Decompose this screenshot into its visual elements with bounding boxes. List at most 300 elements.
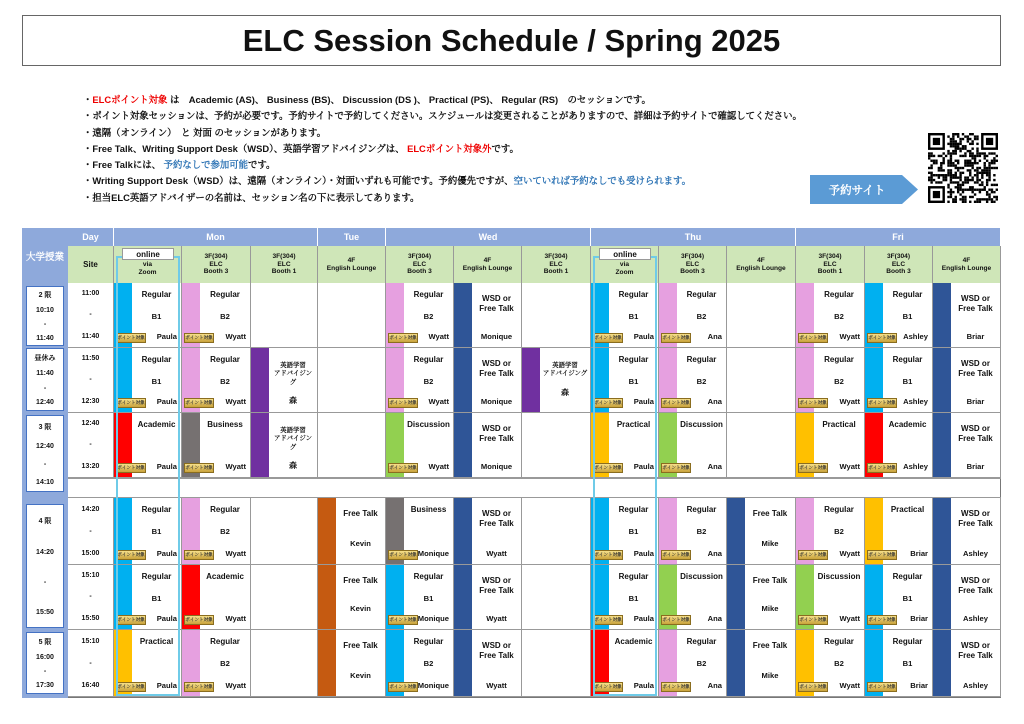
advising-block xyxy=(542,362,588,398)
session-cell[interactable] xyxy=(659,348,727,413)
advisor-name: Wyatt xyxy=(839,462,860,471)
note-text: ・ xyxy=(83,94,93,105)
site-header xyxy=(182,246,251,283)
point-badge-icon: ポイント対象 xyxy=(184,550,214,560)
advisor-name: Wyatt xyxy=(428,397,449,406)
session-name: WSD or Free Talk xyxy=(479,424,514,443)
site-line: ELC xyxy=(549,260,563,268)
session-cell[interactable] xyxy=(454,630,522,697)
point-badge-icon: ポイント対象 xyxy=(116,463,146,473)
session-cell xyxy=(522,630,591,697)
session-cell[interactable] xyxy=(251,413,318,478)
period-text: 16:00 xyxy=(36,653,54,661)
advisor-name: Paula xyxy=(633,332,654,341)
point-badge-icon: ポイント対象 xyxy=(798,615,828,625)
period-text: 14:20 xyxy=(36,549,54,557)
session-cell[interactable] xyxy=(454,413,522,478)
advisor-name: Paula xyxy=(156,681,177,690)
session-name: WSD or Free Talk xyxy=(958,509,993,528)
session-cell[interactable] xyxy=(865,565,933,630)
advisor-name: Kevin xyxy=(350,604,371,613)
advisor-name: Monique xyxy=(417,681,449,690)
session-level: B2 xyxy=(220,659,230,668)
period-text: 15:50 xyxy=(36,608,54,616)
time-cell xyxy=(68,498,114,565)
session-name: Regular xyxy=(618,505,649,514)
advising-symbol: 森 xyxy=(561,387,569,397)
period-box xyxy=(26,286,64,346)
period-text: 12:40 xyxy=(36,399,54,407)
advisor-name: Ana xyxy=(707,614,722,623)
session-name: WSD or Free Talk xyxy=(479,576,514,595)
site-line: English Lounge xyxy=(326,264,377,272)
site-line: 4F xyxy=(757,256,765,264)
site-line: 3F(304) xyxy=(680,252,705,260)
point-badge-icon: ポイント対象 xyxy=(184,333,214,343)
session-cell[interactable] xyxy=(454,565,522,630)
session-color-bar xyxy=(318,565,336,629)
time-text: - xyxy=(89,659,92,667)
session-level: B1 xyxy=(151,377,162,386)
advisor-name: Briar xyxy=(910,681,928,690)
site-header xyxy=(727,246,796,283)
note-line xyxy=(83,108,853,124)
corner-label: 大学授業 xyxy=(25,251,64,263)
advisor-name: Paula xyxy=(633,549,654,558)
session-cell[interactable] xyxy=(182,498,251,565)
point-badge-icon: ポイント対象 xyxy=(661,615,691,625)
time-text: 14:20 xyxy=(81,505,100,513)
session-cell[interactable] xyxy=(591,348,659,413)
advisor-name: Wyatt xyxy=(839,549,860,558)
advisor-name: Monique xyxy=(480,332,513,341)
session-name: WSD or Free Talk xyxy=(958,641,993,660)
site-line: ELC xyxy=(412,260,427,268)
session-level: B1 xyxy=(628,527,639,536)
session-color-bar xyxy=(727,630,745,696)
time-text: - xyxy=(89,376,92,384)
period-text: 10:10 xyxy=(36,307,54,315)
point-badge-icon: ポイント対象 xyxy=(593,398,623,408)
period-text: 11:40 xyxy=(36,334,54,342)
site-header xyxy=(454,246,522,283)
session-name: Regular xyxy=(141,572,172,581)
advisor-name: Paula xyxy=(633,397,654,406)
session-name: Discussion xyxy=(680,420,723,429)
session-cell xyxy=(318,413,386,478)
session-cell[interactable] xyxy=(865,413,933,478)
session-cell[interactable] xyxy=(182,413,251,478)
session-name: Practical xyxy=(890,505,925,514)
advisor-name: Wyatt xyxy=(839,681,860,690)
site-line: 4F xyxy=(483,256,492,264)
session-cell[interactable] xyxy=(386,413,454,478)
session-cell[interactable] xyxy=(318,565,386,630)
session-level: B2 xyxy=(220,312,230,321)
advisor-name: Mike xyxy=(761,539,779,548)
session-level: B1 xyxy=(151,527,162,536)
session-level: B2 xyxy=(423,312,434,321)
online-text: online xyxy=(613,249,637,259)
session-cell[interactable] xyxy=(796,283,865,348)
advisor-name: Paula xyxy=(633,462,654,471)
advisor-name: Briar xyxy=(966,462,985,471)
advisor-name: Monique xyxy=(417,614,449,623)
point-badge-icon: ポイント対象 xyxy=(116,398,146,408)
session-name: Free Talk xyxy=(343,641,378,650)
session-cell[interactable] xyxy=(591,413,659,478)
session-name: Business xyxy=(410,505,447,514)
session-name: Discussion xyxy=(407,420,450,429)
session-cell[interactable] xyxy=(933,630,1001,697)
session-cell[interactable] xyxy=(182,565,251,630)
period-text: - xyxy=(43,578,47,586)
session-cell[interactable] xyxy=(591,630,659,697)
day-name: Mon xyxy=(206,232,225,242)
session-cell[interactable] xyxy=(386,348,454,413)
time-text: - xyxy=(89,441,92,449)
session-name: Free Talk xyxy=(343,509,378,518)
time-text: 15:50 xyxy=(81,614,100,622)
point-badge-icon: ポイント対象 xyxy=(184,615,214,625)
session-cell[interactable] xyxy=(659,498,727,565)
session-cell[interactable] xyxy=(182,348,251,413)
session-name: Regular xyxy=(824,505,854,514)
session-level: B1 xyxy=(902,594,913,603)
period-text: 17:30 xyxy=(36,682,54,690)
advisor-name: Ashley xyxy=(963,549,988,558)
session-color-bar xyxy=(251,348,269,412)
session-cell[interactable] xyxy=(865,630,933,697)
point-badge-icon: ポイント対象 xyxy=(867,398,897,408)
session-name: Regular xyxy=(892,290,923,299)
advising-label: 英語学習 アドバイジング xyxy=(273,427,313,451)
site-header xyxy=(318,246,386,283)
session-cell[interactable] xyxy=(114,630,182,697)
session-cell[interactable] xyxy=(114,498,182,565)
session-level: B2 xyxy=(696,312,707,321)
session-color-bar xyxy=(454,565,472,629)
site-line: 3F(304) xyxy=(818,252,842,260)
session-level: B2 xyxy=(423,377,434,386)
session-name: Regular xyxy=(686,290,717,299)
point-badge-icon: ポイント対象 xyxy=(593,463,623,473)
session-cell xyxy=(318,283,386,348)
note-line xyxy=(83,141,853,157)
session-level: B1 xyxy=(902,312,913,321)
session-cell[interactable] xyxy=(114,348,182,413)
online-text: online xyxy=(136,249,160,259)
session-cell[interactable] xyxy=(454,283,522,348)
session-name: Regular xyxy=(824,290,854,299)
session-color-bar xyxy=(454,348,472,412)
session-cell[interactable] xyxy=(659,565,727,630)
time-text: 11:50 xyxy=(81,355,100,363)
session-cell[interactable] xyxy=(933,565,1001,630)
session-cell[interactable] xyxy=(727,565,796,630)
session-cell[interactable] xyxy=(933,413,1001,478)
note-text: ・ポイント対象セッションは、予約が必要です。予約サイトで予約してください。スケジュールは変更されることがありますので、詳細は予約サイトで確認してください。 xyxy=(83,110,802,122)
site-header xyxy=(522,246,591,283)
session-cell[interactable] xyxy=(727,630,796,697)
session-color-bar xyxy=(454,630,472,696)
session-cell[interactable] xyxy=(386,498,454,565)
session-cell[interactable] xyxy=(727,498,796,565)
session-level: B2 xyxy=(696,377,707,386)
session-cell[interactable] xyxy=(659,630,727,697)
time-text: 11:00 xyxy=(81,290,100,298)
session-level: B2 xyxy=(423,659,434,668)
session-cell xyxy=(251,630,318,697)
session-color-bar xyxy=(318,498,336,564)
site-line: Zoom xyxy=(138,269,157,277)
site-line: 3F(304) xyxy=(886,252,911,260)
session-cell[interactable] xyxy=(933,283,1001,348)
session-name: WSD or Free Talk xyxy=(479,641,514,660)
advisor-name: Paula xyxy=(156,462,177,471)
page-title: ELC Session Schedule / Spring 2025 xyxy=(22,15,1001,66)
note-line xyxy=(83,190,853,206)
session-name: Regular xyxy=(413,637,444,646)
session-cell[interactable] xyxy=(182,283,251,348)
advisor-name: Wyatt xyxy=(225,332,246,341)
session-cell[interactable] xyxy=(591,283,659,348)
note-text: ELCポイント対象外 xyxy=(407,142,492,154)
session-cell[interactable] xyxy=(182,630,251,697)
advisor-name: Mike xyxy=(761,604,779,613)
session-cell[interactable] xyxy=(522,348,591,413)
point-badge-icon: ポイント対象 xyxy=(116,333,146,343)
session-cell[interactable] xyxy=(933,498,1001,565)
advisor-name: Ana xyxy=(707,397,722,406)
session-cell xyxy=(522,413,591,478)
session-level: B2 xyxy=(696,527,707,536)
session-cell[interactable] xyxy=(796,630,865,697)
session-name: Regular xyxy=(141,505,172,514)
session-name: Academic xyxy=(137,420,176,429)
session-name: Regular xyxy=(413,572,444,581)
session-name: Regular xyxy=(824,355,854,364)
time-text: 15:10 xyxy=(81,637,100,645)
time-text: 15:00 xyxy=(81,549,100,557)
row-gap xyxy=(68,478,1001,498)
session-cell[interactable] xyxy=(114,565,182,630)
session-name: Regular xyxy=(618,572,649,581)
advisor-name: Wyatt xyxy=(839,397,860,406)
point-badge-icon: ポイント対象 xyxy=(388,398,418,408)
session-name: WSD or Free Talk xyxy=(479,359,514,378)
session-level: B1 xyxy=(902,659,913,668)
session-cell[interactable] xyxy=(454,498,522,565)
point-badge-icon: ポイント対象 xyxy=(184,398,214,408)
point-badge-icon: ポイント対象 xyxy=(798,463,828,473)
site-line: English Lounge xyxy=(462,264,513,272)
session-level: B2 xyxy=(834,377,844,386)
advisor-name: Paula xyxy=(633,681,654,690)
advisor-name: Briar xyxy=(966,397,985,406)
note-text: ・担当ELC英語アドバイザーの名前は、セッション名の下に表示してあります。 xyxy=(83,191,420,203)
session-level: B1 xyxy=(151,312,162,321)
session-cell[interactable] xyxy=(114,283,182,348)
note-text: ・Writing Support Desk（WSD）は、遠隔（オンライン）・対面いずれも可能です。予約優先ですが、 xyxy=(83,175,514,187)
point-badge-icon: ポイント対象 xyxy=(867,682,897,692)
session-level: B2 xyxy=(834,312,844,321)
site-line: 3F(304) xyxy=(407,252,432,260)
note-text: 予約なしで参加可能 xyxy=(163,159,248,171)
point-badge-icon: ポイント対象 xyxy=(593,615,623,625)
time-cell xyxy=(68,348,114,413)
session-cell[interactable] xyxy=(318,498,386,565)
point-badge-icon: ポイント対象 xyxy=(388,333,418,343)
point-badge-icon: ポイント対象 xyxy=(798,333,828,343)
session-cell[interactable] xyxy=(386,630,454,697)
day-name: Fri xyxy=(892,232,904,242)
session-cell xyxy=(522,565,591,630)
session-cell[interactable] xyxy=(796,348,865,413)
point-badge-icon: ポイント対象 xyxy=(593,682,623,692)
site-header xyxy=(251,246,318,283)
reservation-site-button[interactable] xyxy=(810,175,918,204)
site-header xyxy=(865,246,933,283)
session-color-bar xyxy=(318,630,336,696)
advising-label: 英語学習 アドバイジング xyxy=(273,362,313,386)
site-line: Booth 3 xyxy=(407,268,432,276)
session-color-bar xyxy=(522,348,540,412)
session-name: Practical xyxy=(139,637,174,646)
day-name: Wed xyxy=(478,232,498,242)
session-cell[interactable] xyxy=(454,348,522,413)
period-text: - xyxy=(43,320,47,328)
session-name: WSD or Free Talk xyxy=(958,359,993,378)
day-label: Day xyxy=(82,232,99,242)
advisor-name: Wyatt xyxy=(225,462,246,471)
session-color-bar xyxy=(727,565,745,629)
site-line: 3F(304) xyxy=(204,252,228,260)
advisor-name: Ana xyxy=(707,549,722,558)
time-text: - xyxy=(89,593,92,601)
period-box xyxy=(26,632,64,694)
session-cell[interactable] xyxy=(659,283,727,348)
advisor-name: Wyatt xyxy=(839,332,860,341)
note-text: ・Free Talk、Writing Support Desk（WSD）、英語学習アドバイジングは、 xyxy=(83,142,408,154)
session-cell xyxy=(522,498,591,565)
session-cell[interactable] xyxy=(865,283,933,348)
day-header-mon xyxy=(114,228,318,246)
session-cell[interactable] xyxy=(796,498,865,565)
session-color-bar xyxy=(933,498,951,564)
advisor-name: Wyatt xyxy=(225,614,246,623)
session-cell[interactable] xyxy=(114,413,182,478)
session-name: WSD or Free Talk xyxy=(479,294,514,313)
site-line: via xyxy=(619,261,630,269)
site-line: ELC xyxy=(277,260,291,268)
session-name: Free Talk xyxy=(752,641,788,650)
session-name: Academic xyxy=(206,572,244,581)
note-text: は Academic (AS)、 Business (BS)、 Discussion (DS )、 Practical (PS)、 Regular (RS) のセッションです。 xyxy=(167,94,651,105)
advisor-name: Ashley xyxy=(963,614,988,623)
site-line: Booth 1 xyxy=(543,268,569,276)
session-cell[interactable] xyxy=(865,348,933,413)
session-cell xyxy=(251,498,318,565)
session-level: B2 xyxy=(696,659,707,668)
period-text: - xyxy=(43,460,47,468)
advisor-name: Mike xyxy=(761,671,779,680)
site-line: 4F xyxy=(962,256,971,264)
site-line: Booth 1 xyxy=(271,268,297,276)
period-box xyxy=(26,348,64,411)
time-text: - xyxy=(89,527,92,535)
qr-code-icon[interactable] xyxy=(928,131,998,205)
session-cell[interactable] xyxy=(591,565,659,630)
advisor-name: Ashley xyxy=(963,681,988,690)
online-label xyxy=(122,248,174,260)
day-header-tue xyxy=(318,228,386,246)
session-name: Practical xyxy=(616,420,651,429)
session-cell[interactable] xyxy=(591,498,659,565)
session-name: Academic xyxy=(614,637,653,646)
site-line: Zoom xyxy=(615,269,634,277)
session-cell[interactable] xyxy=(318,630,386,697)
session-cell[interactable] xyxy=(865,498,933,565)
session-cell[interactable] xyxy=(796,413,865,478)
period-text: - xyxy=(43,384,47,392)
session-name: Regular xyxy=(686,355,717,364)
session-level: B1 xyxy=(628,377,639,386)
advisor-name: Briar xyxy=(910,549,928,558)
session-name: Free Talk xyxy=(752,576,788,585)
point-badge-icon: ポイント対象 xyxy=(388,463,418,473)
period-text: - xyxy=(43,668,47,676)
site-line: English Lounge xyxy=(736,264,786,272)
note-line xyxy=(83,125,853,141)
time-cell xyxy=(68,413,114,478)
note-text: です。 xyxy=(247,159,276,171)
session-cell[interactable] xyxy=(251,348,318,413)
advisor-name: Wyatt xyxy=(428,462,449,471)
point-badge-icon: ポイント対象 xyxy=(388,550,418,560)
session-name: Practical xyxy=(822,420,856,429)
session-cell[interactable] xyxy=(659,413,727,478)
day-name: Thu xyxy=(684,232,702,242)
period-text: 4 限 xyxy=(38,518,52,526)
period-box xyxy=(26,504,64,628)
session-name: Free Talk xyxy=(752,509,788,518)
site-header xyxy=(659,246,727,283)
note-line xyxy=(83,173,853,189)
point-badge-icon: ポイント対象 xyxy=(867,463,897,473)
site-line: 3F(304) xyxy=(272,252,296,260)
site-line: Booth 3 xyxy=(680,268,705,276)
advisor-name: Wyatt xyxy=(225,397,246,406)
session-cell xyxy=(318,348,386,413)
session-cell xyxy=(522,283,591,348)
advising-symbol: 森 xyxy=(289,395,297,405)
session-cell xyxy=(251,565,318,630)
session-cell[interactable] xyxy=(386,283,454,348)
note-line xyxy=(83,92,853,108)
session-level: B2 xyxy=(220,527,230,536)
session-name: Regular xyxy=(686,637,717,646)
session-cell[interactable] xyxy=(796,565,865,630)
session-level: B1 xyxy=(628,594,639,603)
period-text: 11:40 xyxy=(36,370,54,378)
session-cell[interactable] xyxy=(386,565,454,630)
period-text: 5 限 xyxy=(38,638,52,646)
session-cell[interactable] xyxy=(933,348,1001,413)
session-name: WSD or Free Talk xyxy=(479,509,514,528)
note-text: です。 xyxy=(491,142,519,154)
session-name: Free Talk xyxy=(343,576,378,585)
